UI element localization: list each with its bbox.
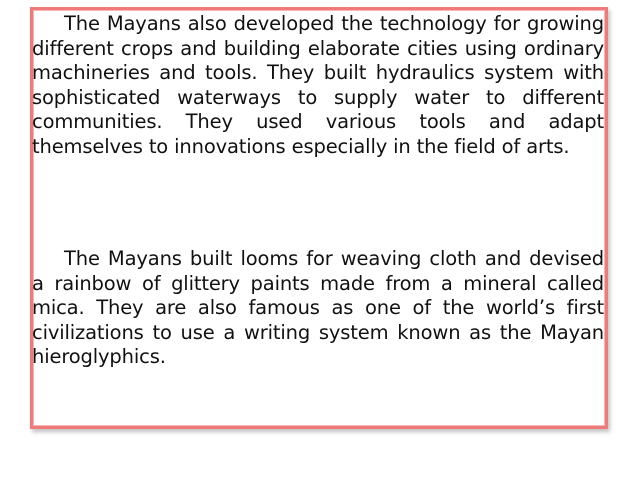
paragraph-technology: The Mayans also developed the technology for growing different crops and building elaborate cities using ordinary machineries and tools. They built hydraulics system with sophisticated waterways to supply water to different communities. They used various tools and adapt themselves to innovations especially in the field of arts. [32,12,604,158]
paragraph-looms-and-writing: The Mayans built looms for weaving cloth and devised a rainbow of glittery paints made from a mineral called mica. They are also famous as one of the world’s first civilizations to use a writing system known as the Mayan hieroglyphics. [32,247,604,369]
